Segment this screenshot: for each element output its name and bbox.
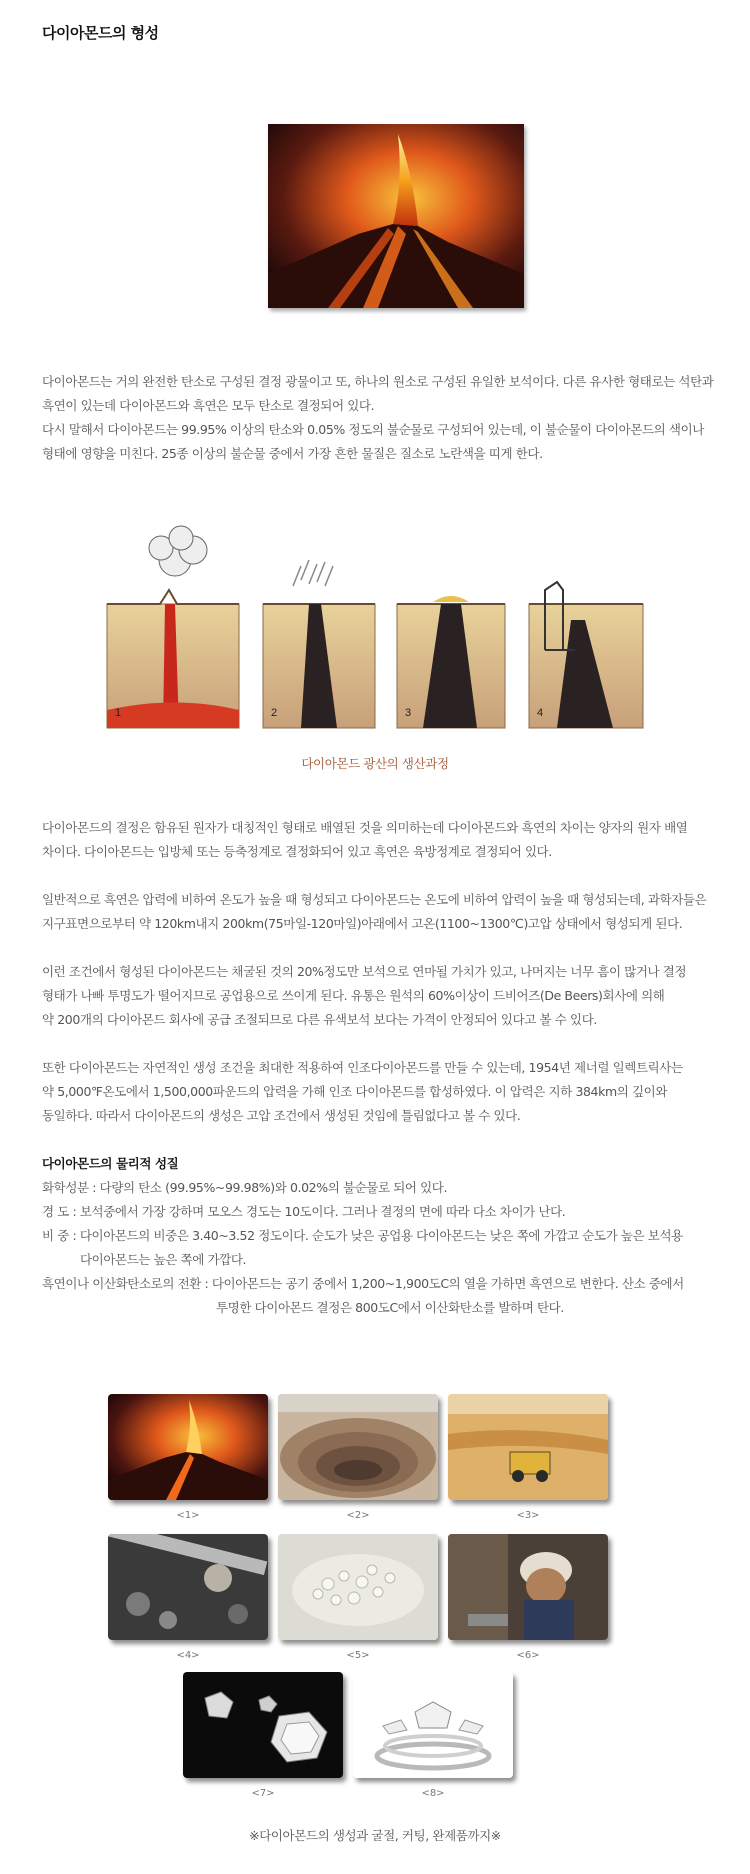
volcano-image — [268, 124, 524, 308]
gallery-label: <1> — [176, 1510, 200, 1521]
gallery-label: <6> — [516, 1650, 540, 1661]
intro-line: 형태에 영향을 미친다. 25종 이상의 불순물 중에서 가장 흔한 물질은 질소로 노란색을 띠게 한다. — [42, 446, 543, 461]
intro-paragraph — [42, 370, 722, 466]
diagram-caption: 다이아몬드 광산의 생산과정 — [301, 756, 449, 771]
panel-number: 1 — [115, 707, 122, 719]
intro-line: 흑연이 있는데 다이아몬드와 흑연은 모두 탄소로 결정되어 있다. — [42, 398, 375, 413]
panel-number: 3 — [405, 707, 412, 719]
properties-section — [42, 1152, 722, 1320]
body-paragraph-3 — [42, 960, 722, 1032]
body-line: 형태가 나빠 투명도가 떨어지므로 공업용으로 쓰이게 된다. 유통은 원석의 60%이상이 드비어즈(De Beers)회사에 의해 — [42, 988, 665, 1003]
diagram-panel-4 — [529, 582, 643, 728]
body-line: 또한 다이아몬드는 자연적인 생성 조건을 최대한 적용하여 인조다이아몬드를 만들 수 있는데, 1954년 제너럴 일렉트릭사는 — [42, 1060, 683, 1075]
body-line: 동일하다. 따라서 다이아몬드의 생성은 고압 조건에서 생성된 것임에 틀림없다고 볼 수 있다. — [42, 1108, 521, 1123]
body-paragraph-2 — [42, 888, 722, 936]
intro-line: 다이아몬드는 거의 완전한 탄소로 구성된 결정 광물이고 또, 하나의 원소로 구성된 유일한 보석이다. 다른 유사한 형태로는 석탄과 — [42, 374, 714, 389]
body-line: 차이다. 다이아몬드는 입방체 또는 등축정계로 결정화되어 있고 흑연은 육방정계로 결정되어 있다. — [42, 844, 552, 859]
body-paragraph-1 — [42, 816, 722, 864]
panel-number: 4 — [537, 707, 544, 719]
panel-number: 2 — [271, 707, 278, 719]
diagram-panel-3 — [397, 596, 505, 728]
gallery-image-cut-diamonds — [183, 1672, 343, 1778]
gallery-image-rough-diamonds — [108, 1534, 268, 1640]
gallery-label: <3> — [516, 1510, 540, 1521]
gallery-image-volcano — [108, 1394, 268, 1500]
body-line: 이런 조건에서 형성된 다이아몬드는 채굴된 것의 20%정도만 보석으로 연마될 가치가 있고, 나머지는 너무 흠이 많거나 결정 — [42, 964, 687, 979]
diagram-panel-1 — [107, 526, 239, 728]
gallery-label: <7> — [251, 1788, 275, 1799]
gallery-image-open-pit-mine — [278, 1394, 438, 1500]
body-line: 다이아몬드의 결정은 함유된 원자가 대칭적인 형태로 배열된 것을 의미하는데 다이아몬드와 흑연의 차이는 양자의 원자 배열 — [42, 820, 688, 835]
gallery-image-diamond-cutter — [448, 1534, 608, 1640]
properties-heading: 다이아몬드의 물리적 성질 — [42, 1156, 179, 1171]
gallery-label: <8> — [421, 1788, 445, 1799]
property-line: 화학성분 : 다량의 탄소 (99.95%~99.98%)와 0.02%의 불순물로 되어 있다. — [42, 1180, 448, 1195]
gallery-label: <4> — [176, 1650, 200, 1661]
mining-diagram — [105, 520, 645, 730]
body-paragraph-4 — [42, 1056, 722, 1128]
page-title: 다이아몬드의 형성 — [42, 24, 159, 42]
gallery-footer-note: ※다이아몬드의 생성과 굴절, 커팅, 완제품까지※ — [249, 1828, 501, 1843]
body-line: 약 200개의 다이아몬드 회사에 공급 조절되므로 다른 유색보석 보다는 가격이 안정되어 있다고 볼 수 있다. — [42, 1012, 597, 1027]
gallery-image-diamond-ring — [353, 1672, 513, 1778]
gallery-image-mining-truck — [448, 1394, 608, 1500]
gallery-label: <5> — [346, 1650, 370, 1661]
property-line: 비 중 : 다이아몬드의 비중은 3.40~3.52 정도이다. 순도가 낮은 공업용 다이아몬드는 낮은 쪽에 가깝고 순도가 높은 보석용 — [42, 1228, 683, 1243]
intro-line: 다시 말해서 다이아몬드는 99.95% 이상의 탄소와 0.05% 정도의 불순물로 구성되어 있는데, 이 불순물이 다이아몬드의 색이나 — [42, 422, 704, 437]
property-line: 흑연이나 이산화탄소로의 전환 : 다이아몬드는 공기 중에서 1,200~1,900도C의 열을 가하면 흑연으로 변한다. 산소 중에서 — [42, 1276, 684, 1291]
body-line: 약 5,000℉온도에서 1,500,000파운드의 압력을 가해 인조 다이아몬드를 합성하였다. 이 압력은 지하 384km의 깊이와 — [42, 1084, 668, 1099]
body-line: 지구표면으로부터 약 120km내지 200km(75마일-120마일)아래에서 고온(1100~1300℃)고압 상태에서 형성되게 된다. — [42, 916, 683, 931]
property-line: 다이아몬드는 높은 쪽에 가깝다. — [80, 1252, 247, 1267]
gallery-image-diamond-pile — [278, 1534, 438, 1640]
body-line: 일반적으로 흑연은 압력에 비하여 온도가 높을 때 형성되고 다이아몬드는 온도에 비하여 압력이 높을 때 형성되는데, 과학자들은 — [42, 892, 707, 907]
property-line: 경 도 : 보석중에서 가장 강하며 모오스 경도는 10도이다. 그러나 결정의 면에 따라 다소 차이가 난다. — [42, 1204, 566, 1219]
property-line: 투명한 다이아몬드 결정은 800도C에서 이산화탄소를 발하며 탄다. — [216, 1300, 564, 1315]
diagram-panel-2 — [263, 560, 375, 728]
gallery-label: <2> — [346, 1510, 370, 1521]
